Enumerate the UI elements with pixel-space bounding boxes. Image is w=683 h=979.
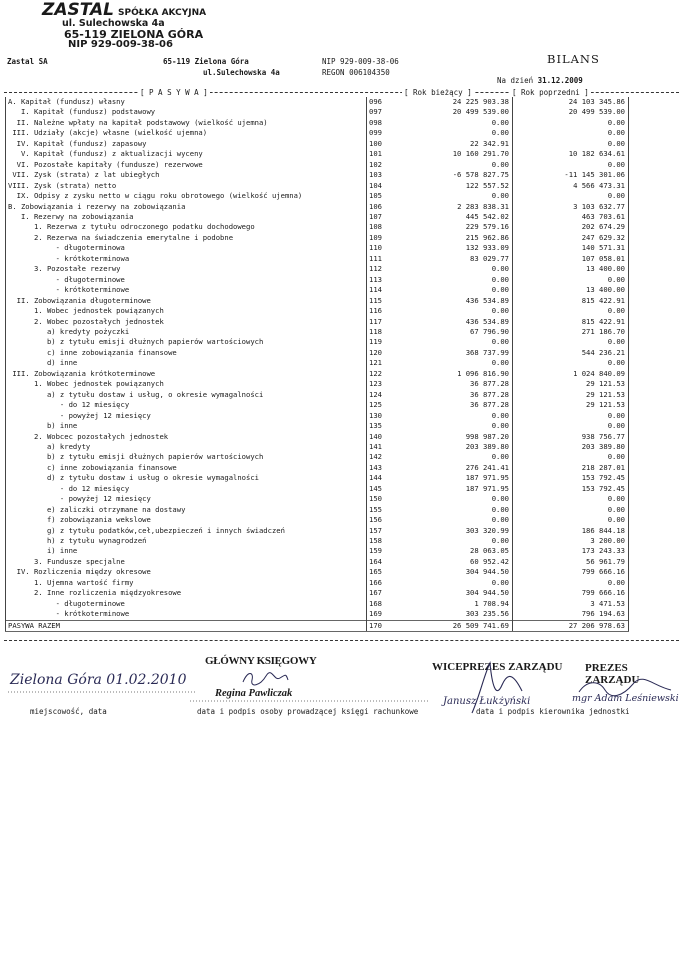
- row-code: 130: [367, 411, 392, 421]
- row-code: 140: [367, 432, 392, 442]
- chief-accountant-signature: [240, 668, 290, 690]
- row-label: c) inne zobowiązania finansowe: [6, 348, 367, 358]
- table-row: [6, 369, 629, 379]
- current-year-value: 368 737.99: [391, 348, 513, 358]
- table-row: [6, 149, 629, 159]
- row-label: c) inne zobowiązania finansowe: [6, 463, 367, 473]
- previous-year-value: 3 471.53: [513, 599, 629, 609]
- table-row: [6, 442, 629, 452]
- table-row: [6, 327, 629, 337]
- row-code: 124: [367, 390, 392, 400]
- table-row: [6, 348, 629, 358]
- previous-year-value: 938 756.77: [513, 432, 629, 442]
- row-code: 104: [367, 181, 392, 191]
- table-row: [6, 421, 629, 431]
- current-year-value: 303 235.56: [391, 609, 513, 620]
- previous-year-value: 153 792.45: [513, 484, 629, 494]
- row-code: 168: [367, 599, 392, 609]
- row-label: 1. Wobec jednostek powiązanych: [6, 379, 367, 389]
- table-row: [6, 264, 629, 274]
- previous-year-value: 544 236.21: [513, 348, 629, 358]
- row-label: h) z tytułu wynagrodzeń: [6, 536, 367, 546]
- table-row: [6, 609, 629, 620]
- previous-year-value: 0.00: [513, 358, 629, 368]
- previous-year-value: 153 792.45: [513, 473, 629, 483]
- previous-year-value: 799 666.16: [513, 588, 629, 598]
- row-label: 2. Wobcec pozostałych jednostek: [6, 432, 367, 442]
- table-row: [6, 285, 629, 295]
- row-code: 167: [367, 588, 392, 598]
- table-row: [6, 463, 629, 473]
- row-label: 1. Rezerwa z tytułu odroczonego podatku dochodowego: [6, 222, 367, 232]
- current-year-value: 10 160 291.70: [391, 149, 513, 159]
- row-code: 105: [367, 191, 392, 201]
- current-year-value: 83 029.77: [391, 254, 513, 264]
- row-label: a) kredyty pożyczki: [6, 327, 367, 337]
- table-row: [6, 337, 629, 347]
- row-code: 118: [367, 327, 392, 337]
- current-year-value: 436 534.89: [391, 296, 513, 306]
- previous-year-value: 27 206 978.63: [513, 620, 629, 631]
- previous-year-value: 20 499 539.00: [513, 107, 629, 117]
- previous-year-value: 0.00: [513, 337, 629, 347]
- row-code: 097: [367, 107, 392, 117]
- row-code: 102: [367, 160, 392, 170]
- stamp-street: ul. Sulechowska 4a: [62, 18, 165, 29]
- current-year-value: 2 283 838.31: [391, 202, 513, 212]
- place-date-handwritten: Zielona Góra 01.02.2010: [10, 672, 187, 688]
- current-year-value: 1 096 816.90: [391, 369, 513, 379]
- table-row: [6, 505, 629, 515]
- row-label: III. Udziały (akcje) własne (wielkość ujemna): [6, 128, 367, 138]
- table-row: [6, 390, 629, 400]
- current-year-value: 132 933.09: [391, 243, 513, 253]
- row-code: 121: [367, 358, 392, 368]
- row-label: - długoterminowe: [6, 599, 367, 609]
- stamp-brand: ZASTAL: [42, 0, 114, 20]
- row-label: PASYWA RAZEM: [6, 620, 367, 631]
- row-code: 117: [367, 317, 392, 327]
- row-code: 145: [367, 484, 392, 494]
- previous-year-value: 0.00: [513, 191, 629, 201]
- row-label: - krótkoterminowe: [6, 285, 367, 295]
- row-code: 098: [367, 118, 392, 128]
- row-code: 143: [367, 463, 392, 473]
- previous-year-header: [ Rok poprzedni ]: [512, 88, 589, 97]
- table-row: [6, 578, 629, 588]
- current-year-value: 0.00: [391, 306, 513, 316]
- balance-table: [5, 97, 629, 632]
- previous-year-value: 173 243.33: [513, 546, 629, 556]
- previous-year-value: 796 194.63: [513, 609, 629, 620]
- row-code: 101: [367, 149, 392, 159]
- row-code: 099: [367, 128, 392, 138]
- row-label: VIII. Zysk (strata) netto: [6, 181, 367, 191]
- current-year-value: 0.00: [391, 505, 513, 515]
- address-line-1: 65-119 Zielona Góra: [163, 57, 249, 66]
- table-row: [6, 233, 629, 243]
- row-label: d) z tytułu dostaw i usług o okresie wymagalności: [6, 473, 367, 483]
- row-code: 150: [367, 494, 392, 504]
- row-label: b) z tytułu emisji dłużnych papierów wartościowych: [6, 452, 367, 462]
- table-row: [6, 170, 629, 180]
- table-row: [6, 494, 629, 504]
- document-title: BILANS: [547, 52, 600, 66]
- current-year-value: 187 971.95: [391, 473, 513, 483]
- row-code: 100: [367, 139, 392, 149]
- table-row: [6, 473, 629, 483]
- row-label: e) zaliczki otrzymane na dostawy: [6, 505, 367, 515]
- table-row: [6, 118, 629, 128]
- row-code: 169: [367, 609, 392, 620]
- current-year-value: 0.00: [391, 285, 513, 295]
- current-year-value: 0.00: [391, 421, 513, 431]
- table-row: [6, 212, 629, 222]
- row-label: I. Kapitał (fundusz) podstawowy: [6, 107, 367, 117]
- table-row: [6, 452, 629, 462]
- row-label: VI. Pozostałe kapitały (fundusze) rezerwowe: [6, 160, 367, 170]
- previous-year-value: 0.00: [513, 505, 629, 515]
- row-code: 107: [367, 212, 392, 222]
- row-code: 116: [367, 306, 392, 316]
- row-label: V. Kapitał (fundusz) z aktualizacji wyceny: [6, 149, 367, 159]
- table-row: [6, 160, 629, 170]
- current-year-value: 0.00: [391, 452, 513, 462]
- table-row: [6, 567, 629, 577]
- row-label: II. Należne wpłaty na kapitał podstawowy (wielkość ujemna): [6, 118, 367, 128]
- table-row: [6, 107, 629, 117]
- row-label: 3. Fundusze specjalne: [6, 557, 367, 567]
- table-row: [6, 526, 629, 536]
- previous-year-value: 13 400.00: [513, 264, 629, 274]
- current-year-value: 203 389.80: [391, 442, 513, 452]
- previous-year-value: 3 200.00: [513, 536, 629, 546]
- row-label: - długoterminowa: [6, 243, 367, 253]
- row-code: 111: [367, 254, 392, 264]
- section-label: [ P A S Y W A ]: [140, 88, 208, 97]
- row-code: 141: [367, 442, 392, 452]
- current-year-value: 998 987.20: [391, 432, 513, 442]
- current-year-value: 436 534.89: [391, 317, 513, 327]
- current-year-value: 0.00: [391, 578, 513, 588]
- current-year-value: 0.00: [391, 275, 513, 285]
- previous-year-value: 10 182 634.61: [513, 149, 629, 159]
- row-code: 155: [367, 505, 392, 515]
- president-name: mgr Adam Leśniewski: [572, 693, 679, 704]
- previous-year-value: 13 400.00: [513, 285, 629, 295]
- current-year-value: 26 509 741.69: [391, 620, 513, 631]
- table-end-divider: [4, 640, 679, 641]
- row-label: - powyżej 12 miesięcy: [6, 411, 367, 421]
- nip-number: NIP 929-009-38-06: [322, 57, 399, 66]
- current-year-value: 0.00: [391, 515, 513, 525]
- address-line-2: ul.Sulechowska 4a: [203, 68, 280, 77]
- previous-year-value: 3 103 632.77: [513, 202, 629, 212]
- row-code: 123: [367, 379, 392, 389]
- table-row: [6, 306, 629, 316]
- current-year-value: 0.00: [391, 118, 513, 128]
- row-label: III. Zobowiązania krótkoterminowe: [6, 369, 367, 379]
- regon-number: REGON 006104350: [322, 68, 390, 77]
- row-label: d) inne: [6, 358, 367, 368]
- current-year-value: 20 499 539.00: [391, 107, 513, 117]
- previous-year-value: 0.00: [513, 515, 629, 525]
- previous-year-value: 0.00: [513, 306, 629, 316]
- current-year-value: 1 708.94: [391, 599, 513, 609]
- table-row: [6, 536, 629, 546]
- current-year-value: 24 225 903.38: [391, 97, 513, 107]
- row-label: a) kredyty: [6, 442, 367, 452]
- company-name: Zastal SA: [7, 57, 48, 66]
- table-row: [6, 358, 629, 368]
- current-year-header: [ Rok bieżący ]: [404, 88, 472, 97]
- previous-year-value: 271 186.70: [513, 327, 629, 337]
- row-label: B. Zobowiązania i rezerwy na zobowiązania: [6, 202, 367, 212]
- date-value: 31.12.2009: [537, 76, 583, 85]
- previous-year-value: 799 666.16: [513, 567, 629, 577]
- current-year-value: 303 320.99: [391, 526, 513, 536]
- table-row: [6, 181, 629, 191]
- current-year-value: 276 241.41: [391, 463, 513, 473]
- previous-year-value: 0.00: [513, 128, 629, 138]
- date-label: Na dzień: [497, 76, 534, 85]
- row-code: 135: [367, 421, 392, 431]
- table-row: [6, 484, 629, 494]
- company-stamp: [42, 2, 206, 50]
- chief-accountant-stamp: GŁÓWNY KSIĘGOWY: [205, 655, 317, 667]
- row-label: 3. Pozostałe rezerwy: [6, 264, 367, 274]
- row-code: 156: [367, 515, 392, 525]
- chief-accountant-label: data i podpis osoby prowadzącej księgi rachunkowe: [197, 707, 419, 716]
- row-label: b) z tytułu emisji dłużnych papierów wartościowych: [6, 337, 367, 347]
- table-row: [6, 432, 629, 442]
- place-date-label: miejscowość, data: [30, 707, 107, 716]
- row-label: b) inne: [6, 421, 367, 431]
- previous-year-value: 56 961.79: [513, 557, 629, 567]
- previous-year-value: 29 121.53: [513, 379, 629, 389]
- previous-year-value: 29 121.53: [513, 400, 629, 410]
- row-code: 170: [367, 620, 392, 631]
- president-stamp: PREZES ZARZĄDU: [585, 662, 640, 686]
- current-year-value: 122 557.52: [391, 181, 513, 191]
- table-row: [6, 202, 629, 212]
- place-date-underline: [8, 688, 198, 696]
- row-label: IX. Odpisy z zysku netto w ciągu roku obrotowego (wielkość ujemna): [6, 191, 367, 201]
- previous-year-value: 203 389.80: [513, 442, 629, 452]
- current-year-value: 0.00: [391, 264, 513, 274]
- row-code: 120: [367, 348, 392, 358]
- previous-year-value: 186 844.18: [513, 526, 629, 536]
- current-year-value: 0.00: [391, 494, 513, 504]
- row-label: f) zobowiązania wekslowe: [6, 515, 367, 525]
- row-code: 113: [367, 275, 392, 285]
- table-row: [6, 317, 629, 327]
- previous-year-value: 1 024 840.09: [513, 369, 629, 379]
- row-code: 103: [367, 170, 392, 180]
- previous-year-value: 107 058.01: [513, 254, 629, 264]
- chief-accountant-underline: [190, 698, 430, 704]
- previous-year-value: 0.00: [513, 421, 629, 431]
- table-row: [6, 191, 629, 201]
- table-row: [6, 599, 629, 609]
- row-label: - do 12 miesięcy: [6, 484, 367, 494]
- row-code: 108: [367, 222, 392, 232]
- current-year-value: 36 877.28: [391, 390, 513, 400]
- row-label: i) inne: [6, 546, 367, 556]
- table-row: [6, 97, 629, 107]
- current-year-value: 0.00: [391, 128, 513, 138]
- current-year-value: 0.00: [391, 191, 513, 201]
- current-year-value: 0.00: [391, 337, 513, 347]
- previous-year-value: 29 121.53: [513, 390, 629, 400]
- balance-date: [497, 76, 583, 85]
- row-label: 2. Inne rozliczenia międzyokresowe: [6, 588, 367, 598]
- stamp-nip: NIP 929-009-38-06: [68, 38, 173, 50]
- row-code: 144: [367, 473, 392, 483]
- table-row: [6, 411, 629, 421]
- previous-year-value: 4 566 473.31: [513, 181, 629, 191]
- row-code: 110: [367, 243, 392, 253]
- head-of-unit-label: data i podpis kierownika jednostki: [476, 707, 630, 716]
- table-row: [6, 400, 629, 410]
- table-row: [6, 139, 629, 149]
- current-year-value: 304 944.50: [391, 567, 513, 577]
- current-year-value: 28 063.05: [391, 546, 513, 556]
- previous-year-value: 463 703.61: [513, 212, 629, 222]
- current-year-value: 0.00: [391, 536, 513, 546]
- row-code: 159: [367, 546, 392, 556]
- row-code: 142: [367, 452, 392, 462]
- previous-year-value: 140 571.31: [513, 243, 629, 253]
- current-year-value: 36 877.28: [391, 400, 513, 410]
- table-row: [6, 588, 629, 598]
- previous-year-value: 815 422.91: [513, 296, 629, 306]
- row-label: - krótkoterminowa: [6, 254, 367, 264]
- table-row: [6, 128, 629, 138]
- row-label: IV. Kapitał (fundusz) zapasowy: [6, 139, 367, 149]
- current-year-value: 445 542.02: [391, 212, 513, 222]
- current-year-value: 0.00: [391, 358, 513, 368]
- row-code: 122: [367, 369, 392, 379]
- previous-year-value: 0.00: [513, 118, 629, 128]
- previous-year-value: 0.00: [513, 578, 629, 588]
- table-row: [6, 222, 629, 232]
- row-code: 106: [367, 202, 392, 212]
- row-label: - do 12 miesięcy: [6, 400, 367, 410]
- previous-year-value: 0.00: [513, 139, 629, 149]
- row-label: 1. Wobec jednostek powiązanych: [6, 306, 367, 316]
- table-row: [6, 296, 629, 306]
- row-code: 119: [367, 337, 392, 347]
- table-row: [6, 557, 629, 567]
- row-code: 165: [367, 567, 392, 577]
- row-code: 166: [367, 578, 392, 588]
- row-label: g) z tytułu podatków,ceł,ubezpieczeń i innych świadczeń: [6, 526, 367, 536]
- current-year-value: 229 579.16: [391, 222, 513, 232]
- row-code: 112: [367, 264, 392, 274]
- previous-year-value: 0.00: [513, 452, 629, 462]
- row-label: VII. Zysk (strata) z lat ubiegłych: [6, 170, 367, 180]
- previous-year-value: 247 629.32: [513, 233, 629, 243]
- row-label: IV. Rozliczenia między okresowe: [6, 567, 367, 577]
- current-year-value: 60 952.42: [391, 557, 513, 567]
- current-year-value: 215 962.86: [391, 233, 513, 243]
- table-row: [6, 620, 629, 631]
- row-label: II. Zobowiązania długoterminowe: [6, 296, 367, 306]
- row-label: 1. Ujemna wartość firmy: [6, 578, 367, 588]
- row-code: 164: [367, 557, 392, 567]
- current-year-value: 67 796.90: [391, 327, 513, 337]
- row-label: A. Kapitał (fundusz) własny: [6, 97, 367, 107]
- previous-year-value: 0.00: [513, 411, 629, 421]
- table-row: [6, 275, 629, 285]
- current-year-value: 22 342.91: [391, 139, 513, 149]
- previous-year-value: 218 287.01: [513, 463, 629, 473]
- table-row: [6, 546, 629, 556]
- row-label: - krótkoterminowe: [6, 609, 367, 620]
- table-row: [6, 243, 629, 253]
- row-code: 096: [367, 97, 392, 107]
- vice-president-name: Janusz Łukżyński: [443, 696, 531, 707]
- row-code: 115: [367, 296, 392, 306]
- row-label: 2. Wobec pozostałych jednostek: [6, 317, 367, 327]
- previous-year-value: 0.00: [513, 160, 629, 170]
- current-year-value: 36 877.28: [391, 379, 513, 389]
- table-row: [6, 254, 629, 264]
- row-label: - długoterminowe: [6, 275, 367, 285]
- row-code: 114: [367, 285, 392, 295]
- stamp-brand-sub: SPÓŁKA AKCYJNA: [118, 8, 207, 18]
- row-label: a) z tytułu dostaw i usług, o okresie wymagalności: [6, 390, 367, 400]
- row-label: I. Rezerwy na zobowiązania: [6, 212, 367, 222]
- row-code: 125: [367, 400, 392, 410]
- current-year-value: 187 971.95: [391, 484, 513, 494]
- balance-table-body: [6, 97, 629, 632]
- table-row: [6, 515, 629, 525]
- chief-accountant-name: Regina Pawliczak: [215, 688, 293, 699]
- row-label: - powyżej 12 miesięcy: [6, 494, 367, 504]
- current-year-value: 304 944.50: [391, 588, 513, 598]
- previous-year-value: 0.00: [513, 494, 629, 504]
- row-code: 109: [367, 233, 392, 243]
- current-year-value: -6 578 827.75: [391, 170, 513, 180]
- row-code: 157: [367, 526, 392, 536]
- vice-president-stamp: WICEPREZES ZARZĄDU: [432, 661, 563, 673]
- current-year-value: 0.00: [391, 411, 513, 421]
- current-year-value: 0.00: [391, 160, 513, 170]
- previous-year-value: 815 422.91: [513, 317, 629, 327]
- row-code: 158: [367, 536, 392, 546]
- previous-year-value: 24 103 345.86: [513, 97, 629, 107]
- table-row: [6, 379, 629, 389]
- previous-year-value: 202 674.29: [513, 222, 629, 232]
- previous-year-value: -11 145 301.06: [513, 170, 629, 180]
- stamp-city: 65-119 ZIELONA GÓRA: [64, 27, 204, 41]
- previous-year-value: 0.00: [513, 275, 629, 285]
- row-label: 2. Rezerwa na świadczenia emerytalne i podobne: [6, 233, 367, 243]
